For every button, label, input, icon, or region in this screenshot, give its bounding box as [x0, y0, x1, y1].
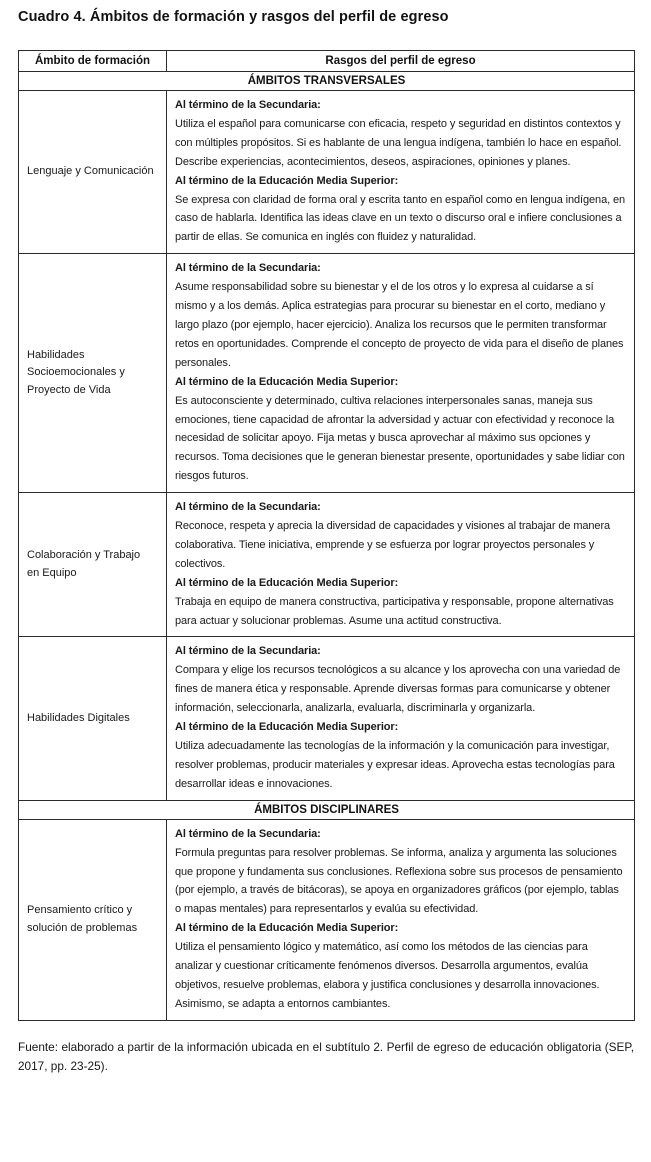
- period-text: Formula preguntas para resolver problemas. Se informa, analiza y argumenta las soluciones que propone y fundamenta sus conclusiones. Reflexiona sobre sus procesos de pensamiento (por ejemplo, a través de bitácoras), se apoya en organizadores gráficos (por ejemplo, tablas o mapas mentales) para representarlos y evalúa su efectividad.: [175, 846, 623, 916]
- period-text: Utiliza el español para comunicarse con eficacia, respeto y seguridad en distintos contextos y con múltiples propósitos. Si es hablante de una lengua indígena, también lo hace en español. Describe experiencias, acontecimientos, deseos, aspiraciones, opiniones y planes.: [175, 117, 622, 168]
- table-row: [19, 254, 635, 493]
- section-row-disciplinares: [19, 800, 635, 819]
- table-caption: Cuadro 4. Ámbitos de formación y rasgos del perfil de egreso: [18, 9, 449, 25]
- ambito-cell-lenguaje: Lenguaje y Comunicación: [19, 91, 167, 254]
- period-text: Reconoce, respeta y aprecia la diversidad de capacidades y visiones al trabajar de manera colaborativa. Tiene iniciativa, emprende y se esfuerza por lograr proyectos personales y colectivos.: [175, 520, 611, 570]
- period-text: Compara y elige los recursos tecnológicos a su alcance y los aprovecha con una variedad de fines de manera ética y responsable. Aprende diversas formas para comunicarse y obtener información, seleccionarla, analizarla, evaluarla, discriminarla y organizarla.: [175, 664, 621, 715]
- table-row: [19, 493, 635, 637]
- period-label: Al término de la Educación Media Superior:: [175, 922, 399, 935]
- section-title-disciplinares: ÁMBITOS DISCIPLINARES: [19, 800, 635, 819]
- ambito-cell-colaboracion: Colaboración y Trabajo en Equipo: [19, 493, 167, 637]
- period-text: Utiliza adecuadamente las tecnologías de la información y la comunicación para investigar, resolver problemas, producir materiales y expresar ideas. Aprovecha estas tecnologías para desarrollar ideas e innovaciones.: [175, 740, 615, 790]
- rasgos-cell-digitales: [167, 637, 635, 800]
- period-text: Es autoconsciente y determinado, cultiva relaciones interpersonales sanas, maneja sus emociones, tiene capacidad de afrontar la adversidad y actuar con efectividad y reconoce la necesidad de solicitar apoyo. Fija metas y busca aprovechar al máximo sus opciones y recursos. Toma decisiones que le generan bienestar presente, oportunidades y sabe lidiar con riesgos futuros.: [175, 394, 625, 483]
- rasgos-cell-socioemocionales: [167, 254, 635, 493]
- header-row: [19, 51, 635, 72]
- period-label: Al término de la Secundaria:: [175, 501, 321, 514]
- ambito-cell-pensamiento: Pensamiento crítico y solución de problemas: [19, 819, 167, 1020]
- period-label: Al término de la Educación Media Superior:: [175, 174, 399, 187]
- ambito-cell-socioemocionales: Habilidades Socioemocionales y Proyecto de Vida: [19, 254, 167, 493]
- rasgos-cell-lenguaje: [167, 91, 635, 254]
- period-label: Al término de la Educación Media Superior:: [175, 721, 399, 734]
- period-text: Utiliza el pensamiento lógico y matemático, así como los métodos de las ciencias para analizar y cuestionar críticamente fenómenos diversos. Desarrolla argumentos, evalúa objetivos, resuelve problemas, elabora y justifica conclusiones y desarrolla innovaciones. Asimismo, se adapta a entornos cambiantes.: [175, 941, 600, 1010]
- rasgos-cell-colaboracion: [167, 493, 635, 637]
- period-label: Al término de la Secundaria:: [175, 262, 321, 275]
- section-title-transversales: ÁMBITOS TRANSVERSALES: [19, 72, 635, 91]
- table-body: [19, 72, 635, 1021]
- source-note: Fuente: elaborado a partir de la información ubicada en el subtítulo 2. Perfil de egreso de educación obligatoria (SEP, 2017, pp. 23-25).: [18, 1039, 634, 1073]
- table-row: [19, 91, 635, 254]
- profile-table: [18, 50, 635, 1021]
- period-text: Se expresa con claridad de forma oral y escrita tanto en español como en lengua indígena, en caso de hablarla. Identifica las ideas clave en un texto o discurso oral e infiere conclusiones a partir de ellas. Se comunica en inglés con fluidez y naturalidad.: [175, 193, 626, 244]
- table-head: [19, 51, 635, 72]
- period-label: Al término de la Secundaria:: [175, 99, 321, 111]
- period-label: Al término de la Secundaria:: [175, 645, 321, 658]
- header-rasgos: Rasgos del perfil de egreso: [167, 51, 635, 72]
- table-row: [19, 637, 635, 800]
- period-text: Asume responsabilidad sobre su bienestar y el de los otros y lo expresa al cuidarse a sí mismo y a los demás. Aplica estrategias para procurar su bienestar en el corto, mediano y largo plazo (por ejemplo, hacer ejercicio). Analiza los recursos que le permiten transformar retos en oportunidades. Comprende el concepto de proyecto de vida para el diseño de planes personales.: [175, 281, 624, 369]
- period-label: Al término de la Secundaria:: [175, 827, 321, 840]
- section-row-transversales: [19, 72, 635, 91]
- rasgos-cell-pensamiento: [167, 819, 635, 1020]
- period-label: Al término de la Educación Media Superior:: [175, 375, 399, 388]
- period-label: Al término de la Educación Media Superior:: [175, 576, 399, 589]
- table-row: [19, 819, 635, 1020]
- period-text: Trabaja en equipo de manera constructiva, participativa y responsable, propone alternativas para actuar y solucionar problemas. Asume una actitud constructiva.: [175, 595, 614, 627]
- header-ambito: Ámbito de formación: [19, 51, 167, 72]
- ambito-cell-digitales: Habilidades Digitales: [19, 637, 167, 800]
